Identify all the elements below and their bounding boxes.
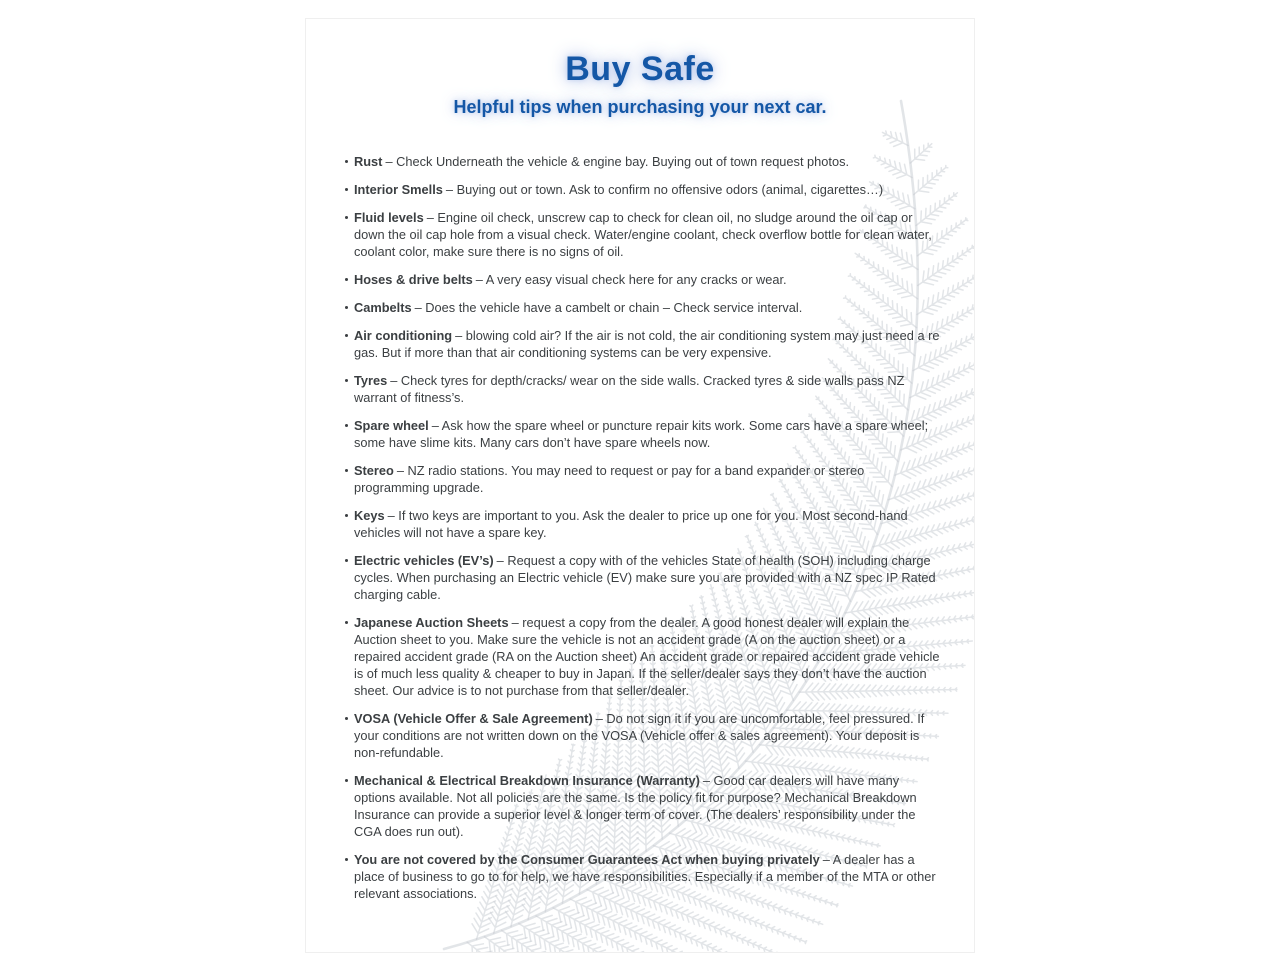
tip-term: Spare wheel — [354, 418, 429, 433]
tip-item — [354, 417, 942, 451]
tip-item — [354, 507, 942, 541]
tip-item — [354, 327, 942, 361]
tip-item — [354, 372, 942, 406]
tip-term: Keys — [354, 508, 385, 523]
tip-term: Tyres — [354, 373, 388, 388]
tip-desc: – Ask how the spare wheel or puncture repair kits work. Some cars have a spare wheel; some have slime kits. Many cars don’t have spare wheels now. — [354, 418, 929, 450]
tip-item — [354, 710, 942, 761]
tip-desc: – A dealer has a place of business to go to for help, we have responsibilities. Especially if a member of the MTA or other relevant associations. — [354, 852, 936, 901]
tip-desc: – Engine oil check, unscrew cap to check for clean oil, no sludge around the oil cap or down the oil cap hole from a visual check. Water/engine coolant, check overflow bottle for clean water, coolant color, make sure there is no signs of oil. — [354, 210, 932, 259]
tip-term: VOSA (Vehicle Offer & Sale Agreement) — [354, 711, 593, 726]
tip-desc: – Does the vehicle have a cambelt or chain – Check service interval. — [414, 300, 803, 315]
tip-term: Electric vehicles (EV’s) — [354, 553, 494, 568]
tip-term: Mechanical & Electrical Breakdown Insurance (Warranty) — [354, 773, 700, 788]
tip-term: Cambelts — [354, 300, 412, 315]
tip-desc: – blowing cold air? If the air is not cold, the air conditioning system may just need a re gas. But if more than that air conditioning systems can be very expensive. — [354, 328, 940, 360]
tip-term: You are not covered by the Consumer Guarantees Act when buying privately — [354, 852, 820, 867]
tip-item — [354, 552, 942, 603]
document-page — [305, 18, 975, 953]
tip-term: Stereo — [354, 463, 394, 478]
tips-list — [306, 153, 974, 902]
tip-item — [354, 153, 942, 170]
tip-item — [354, 462, 942, 496]
tip-desc: – Do not sign it if you are uncomfortable, feel pressured. If your conditions are not written down on the VOSA (Vehicle offer & sales agreement). Your deposit is non-refundable. — [354, 711, 925, 760]
tip-desc: – Request a copy with of the vehicles State of health (SOH) including charge cycles. When purchasing an Electric vehicle (EV) make sure you are provided with a NZ spec IP Rated charging cable. — [354, 553, 936, 602]
tip-desc: – A very easy visual check here for any cracks or wear. — [475, 272, 787, 287]
tip-term: Japanese Auction Sheets — [354, 615, 509, 630]
page-subtitle: Helpful tips when purchasing your next car. — [453, 97, 827, 117]
tip-item — [354, 614, 942, 699]
tip-item — [354, 851, 942, 902]
page-header — [306, 49, 974, 118]
tip-desc: – Check Underneath the vehicle & engine bay. Buying out of town request photos. — [385, 154, 850, 169]
tip-term: Rust — [354, 154, 383, 169]
tip-item — [354, 271, 942, 288]
tip-term: Air conditioning — [354, 328, 453, 343]
tip-desc: – Good car dealers will have many options available. Not all policies are the same. Is the policy fit for purpose? Mechanical Breakdown Insurance can provide a superior level & longer term of cover. (The dealers’ responsibility under the CGA does run out). — [354, 773, 917, 839]
tip-desc: – Check tyres for depth/cracks/ wear on the side walls. Cracked tyres & side walls pass NZ warrant of fitness’s. — [354, 373, 905, 405]
tip-term: Hoses & drive belts — [354, 272, 473, 287]
tip-item — [354, 181, 942, 198]
page-title: Buy Safe — [565, 50, 715, 88]
tip-item — [354, 772, 942, 840]
tip-term: Fluid levels — [354, 210, 424, 225]
tip-term: Interior Smells — [354, 182, 443, 197]
tip-desc: – Buying out or town. Ask to confirm no offensive odors (animal, cigarettes…) — [445, 182, 884, 197]
tip-desc: – NZ radio stations. You may need to request or pay for a band expander or stereo programming upgrade. — [354, 463, 865, 495]
tip-item — [354, 209, 942, 260]
tip-desc: – request a copy from the dealer. A good honest dealer will explain the Auction sheet to you. Make sure the vehicle is not an accident grade (A on the auction sheet) or a repaired accident grade (RA on the Auction sheet) An accident grade or repaired accident grade vehicle is of much less quality & cheaper to buy in Japan. If the seller/dealer says they don’t have the auction sheet. Our advice is to not purchase from that seller/dealer. — [354, 615, 940, 698]
tip-item — [354, 299, 942, 316]
tip-desc: – If two keys are important to you. Ask the dealer to price up one for you. Most second-hand vehicles will not have a spare key. — [354, 508, 908, 540]
